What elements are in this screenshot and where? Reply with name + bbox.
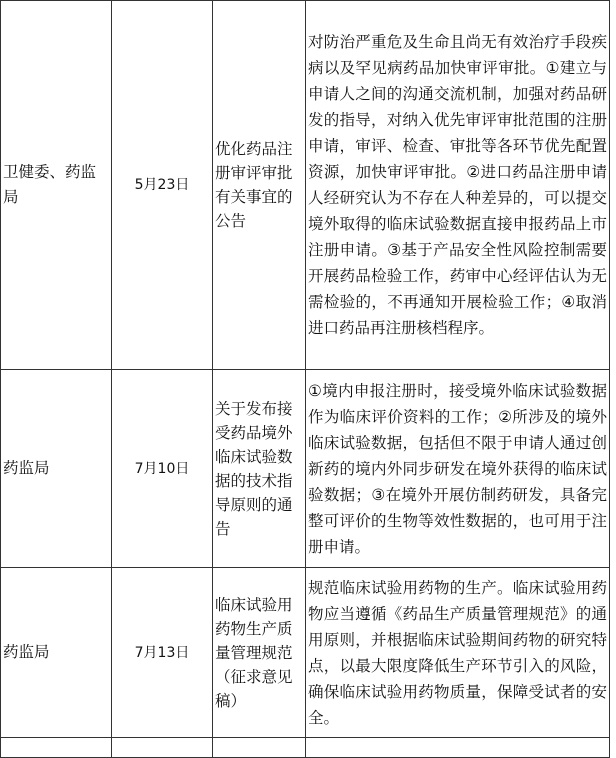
content-cell: 对防治严重危及生命且尚无有效治疗手段疾病以及罕见病药品加快审评审批。①建立与申请人之间的沟通交流机制，加强对药品研发的指导，对纳入优先审评审批范围的注册申请，审评、检查、审批等各环节优先配置资源，加快审评审批。②进口药品注册申请人经研究认为不存在人种差异的，可以提交境外取得的临床试验数据直接申报药品上市注册申请。③基于产品安全性风险控制需要开展药品检验工作，药审中心经评估认为无需检验的，不再通知开展检验工作；④取消进口药品再注册核档程序。 xyxy=(306,1,610,370)
document-title-cell: 关于发布接受药品境外临床试验数据的技术指导原则的通告 xyxy=(213,370,306,568)
date-cell: 7月10日 xyxy=(112,370,213,568)
table-row xyxy=(1,1,610,370)
department-cell: 卫健委、药监局 xyxy=(1,1,112,370)
empty-cell xyxy=(213,738,306,758)
date-cell: 7月13日 xyxy=(112,568,213,738)
date-cell: 5月23日 xyxy=(112,1,213,370)
empty-cell xyxy=(1,738,112,758)
content-cell: 规范临床试验用药物的生产。临床试验用药物应当遵循《药品生产质量管理规范》的通用原则，并根据临床试验期间药物的研究特点，以最大限度降低生产环节引入的风险，确保临床试验用药物质量，保障受试者的安全。 xyxy=(306,568,610,738)
department-cell: 药监局 xyxy=(1,568,112,738)
department-cell: 药监局 xyxy=(1,370,112,568)
empty-cell xyxy=(112,738,213,758)
content-cell: ①境内申报注册时，接受境外临床试验数据作为临床评价资料的工作；②所涉及的境外临床试验数据，包括但不限于申请人通过创新药的境内外同步研发在境外获得的临床试验数据；③在境外开展仿制药研发，具备完整可评价的生物等效性数据的，也可用于注册申请。 xyxy=(306,370,610,568)
table-row xyxy=(1,370,610,568)
document-title-cell: 临床试验用药物生产质量管理规范（征求意见稿） xyxy=(213,568,306,738)
empty-cell xyxy=(306,738,610,758)
table-row xyxy=(1,568,610,738)
document-title-cell: 优化药品注册审评审批有关事宜的公告 xyxy=(213,1,306,370)
table-row-partial xyxy=(1,738,610,758)
